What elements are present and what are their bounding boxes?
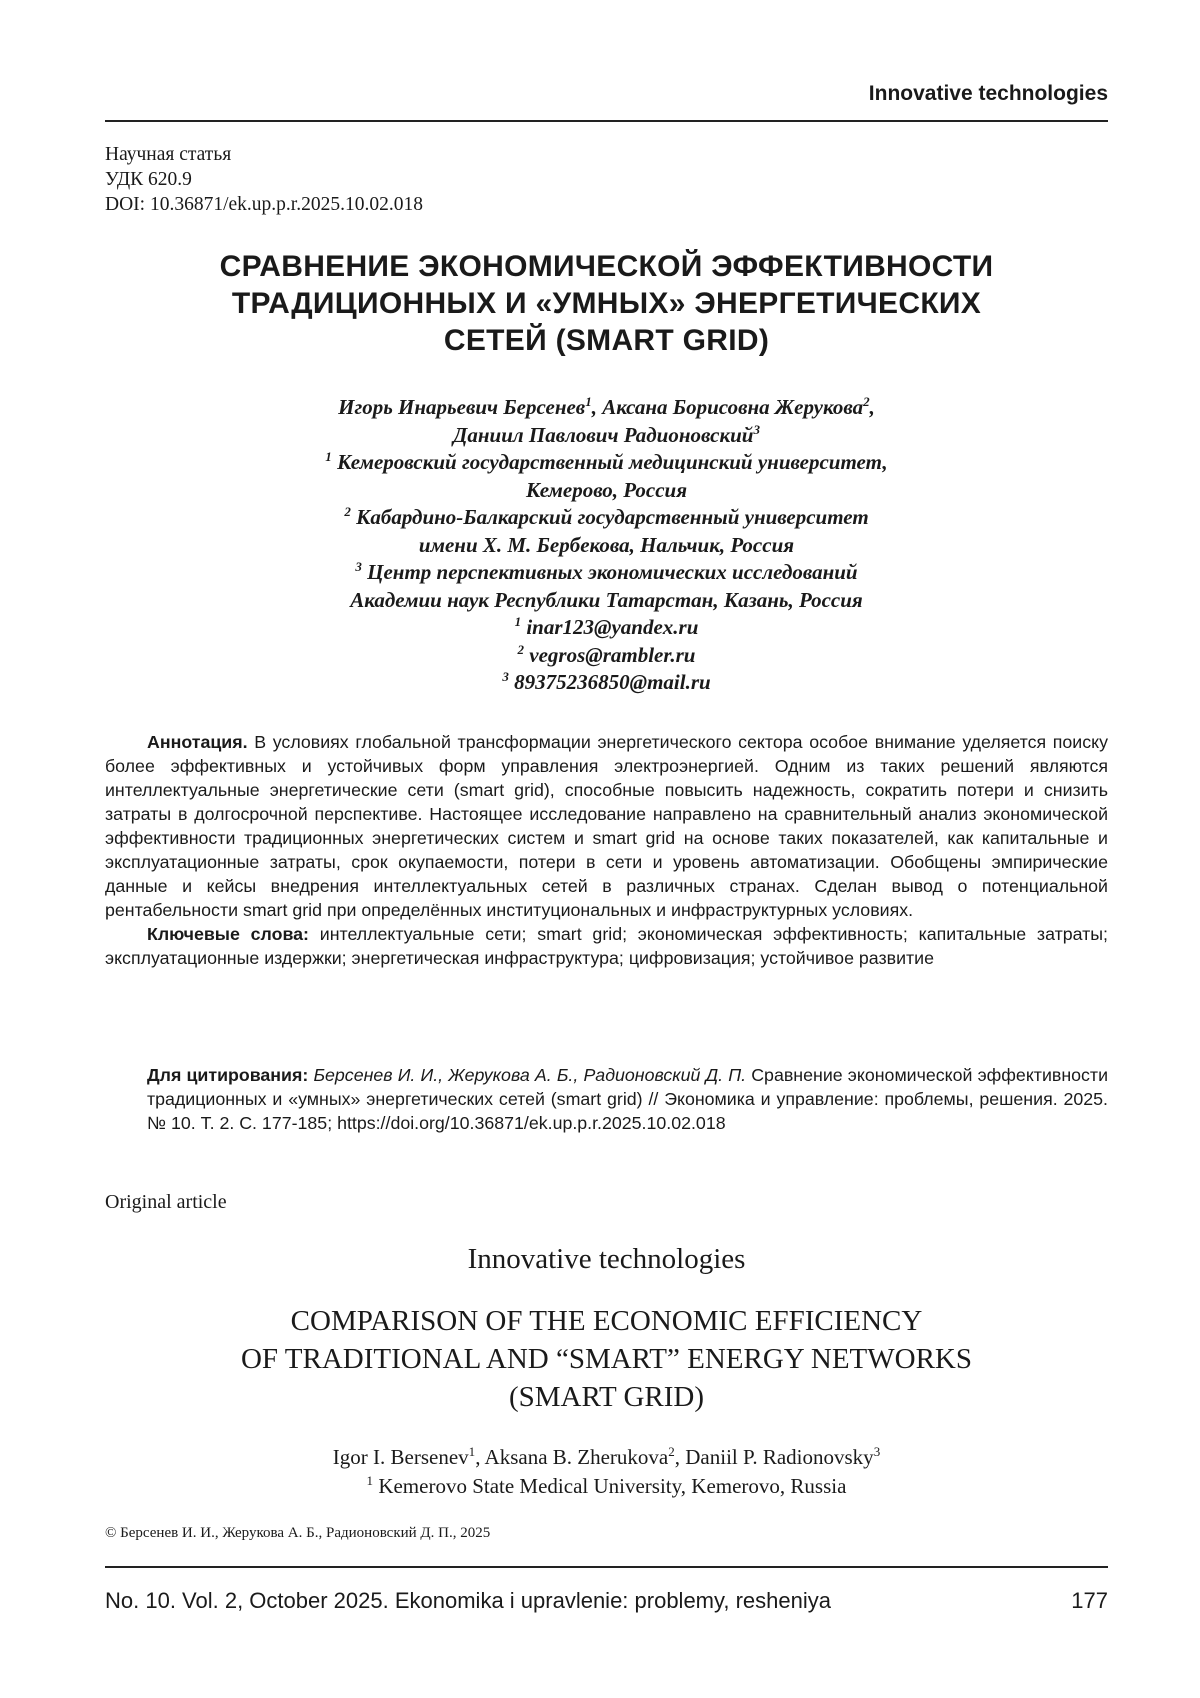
keywords-text: интеллектуальные сети; smart grid; экономическая эффективность; капитальные затраты; эксплуатационные издержки; энергетическая инфраструктура; цифровизация; устойчивое развитие [105,924,1108,968]
author-name: Aksana B. Zherukova [485,1445,669,1469]
article-title-en [105,1302,1108,1416]
title-en-line: OF TRADITIONAL AND “SMART” ENERGY NETWORKS [105,1340,1108,1378]
title-ru-line: СРАВНЕНИЕ ЭКОНОМИЧЕСКОЙ ЭФФЕКТИВНОСТИ [105,248,1108,285]
udc-code: УДК 620.9 [105,167,423,192]
author-name: Даниил Павлович Радионовский [453,423,753,447]
citation-block [147,1063,1108,1135]
author-name: Igor I. Bersenev [333,1445,469,1469]
affiliation-text: Академии наук Республики Татарстан, Казань, Россия [105,587,1108,615]
page-number: 177 [1071,1588,1108,1614]
email-1 [105,614,1108,642]
authors-block-en [105,1443,1108,1501]
email-link[interactable]: vegros@rambler.ru [529,643,695,667]
citation-label: Для цитирования: [147,1065,308,1085]
email-2 [105,642,1108,670]
author-sup: 2 [863,394,870,409]
authors-block-ru [105,394,1108,697]
author-sup: 2 [668,1444,675,1459]
abstract-paragraph [105,730,1108,922]
doi[interactable]: DOI: 10.36871/ek.up.p.r.2025.10.02.018 [105,192,423,217]
author-sup: 1 [585,394,592,409]
email-sup: 1 [515,614,522,629]
footer-rule [105,1566,1108,1568]
affiliation-text: Kemerovo State Medical University, Kemerovo, Russia [378,1474,846,1498]
citation-text: Сравнение экономической эффективности традиционных и «умных» энергетических сетей (smart grid) // Экономика и управление: проблемы, решения. 2025. № 10. Т. 2. С. 177-185; https://doi.org/10.36871/ek.up.p.r.2025.10.02.018 [147,1065,1108,1133]
affiliation-2 [105,504,1108,532]
journal-footer: No. 10. Vol. 2, October 2025. Ekonomika i upravlenie: problemy, resheniya [105,1588,831,1614]
author-sup: 1 [469,1444,476,1459]
section-title-en: Innovative technologies [105,1243,1108,1276]
email-sup: 3 [502,669,509,684]
author-name: Аксана Борисовна Жерукова [602,395,863,419]
affiliation-sup: 1 [325,449,332,464]
affiliation-sup: 2 [344,504,351,519]
article-type-en: Original article [105,1191,227,1214]
affiliation-text: имени Х. М. Бербекова, Нальчик, Россия [105,532,1108,560]
article-page [0,0,1200,1698]
article-type: Научная статья [105,142,423,167]
running-head: Innovative technologies [869,82,1108,106]
abstract-block [105,730,1108,970]
affiliation-en-1 [105,1472,1108,1501]
email-link[interactable]: inar123@yandex.ru [526,615,698,639]
title-en-line: (SMART GRID) [105,1378,1108,1416]
article-title-ru [105,248,1108,359]
affiliation-text: Кемерово, Россия [105,477,1108,505]
affiliation-text: Центр перспективных экономических исследований [367,560,857,584]
authors-line-en: Igor I. Bersenev1, Aksana B. Zherukova2, Daniil P. Radionovsky3 [105,1443,1108,1472]
header-rule [105,120,1108,122]
author-name: Игорь Инарьевич Берсенев [338,395,585,419]
author-name: Daniil P. Radionovsky [685,1445,873,1469]
email-link[interactable]: 89375236850@mail.ru [514,670,711,694]
authors-line [105,422,1108,450]
affiliation-text: Кабардино-Балкарский государственный университет [356,505,869,529]
title-ru-line: СЕТЕЙ (SMART GRID) [105,322,1108,359]
authors-line: Игорь Инарьевич Берсенев1, Аксана Борисовна Жерукова2, [105,394,1108,422]
affiliation-sup: 1 [367,1473,374,1488]
keywords-paragraph [105,922,1108,970]
copyright-notice: © Берсенев И. И., Жерукова А. Б., Радионовский Д. П., 2025 [105,1525,490,1542]
affiliation-3 [105,559,1108,587]
author-sup: 3 [753,422,760,437]
title-en-line: COMPARISON OF THE ECONOMIC EFFICIENCY [105,1302,1108,1340]
citation-paragraph [147,1063,1108,1135]
citation-authors: Берсенев И. И., Жерукова А. Б., Радионовский Д. П. [313,1065,746,1085]
abstract-label: Аннотация. [147,732,248,752]
email-sup: 2 [517,642,524,657]
article-meta [105,142,423,217]
keywords-label: Ключевые слова: [147,924,309,944]
abstract-text: В условиях глобальной трансформации энергетического сектора особое внимание уделяется поиску более эффективных и устойчивых форм управления электроэнергией. Одним из таких решений являются интеллектуальные энергетические сети (smart grid), способные повысить надежность, сократить потери и снизить затраты в долгосрочной перспективе. Настоящее исследование направлено на сравнительный анализ экономической эффективности традиционных энергетических систем и smart grid на основе таких показателей, как капитальные и эксплуатационные затраты, срок окупаемости, потери в сети и уровень автоматизации. Обобщены эмпирические данные и кейсы внедрения интеллектуальных сетей в различных странах. Сделан вывод о потенциальной рентабельности smart grid при определённых институциональных и инфраструктурных условиях. [105,732,1108,920]
email-3 [105,669,1108,697]
affiliation-sup: 3 [355,559,362,574]
affiliation-1 [105,449,1108,477]
affiliation-text: Кемеровский государственный медицинский университет, [337,450,888,474]
author-sup: 3 [874,1444,881,1459]
title-ru-line: ТРАДИЦИОННЫХ И «УМНЫХ» ЭНЕРГЕТИЧЕСКИХ [105,285,1108,322]
